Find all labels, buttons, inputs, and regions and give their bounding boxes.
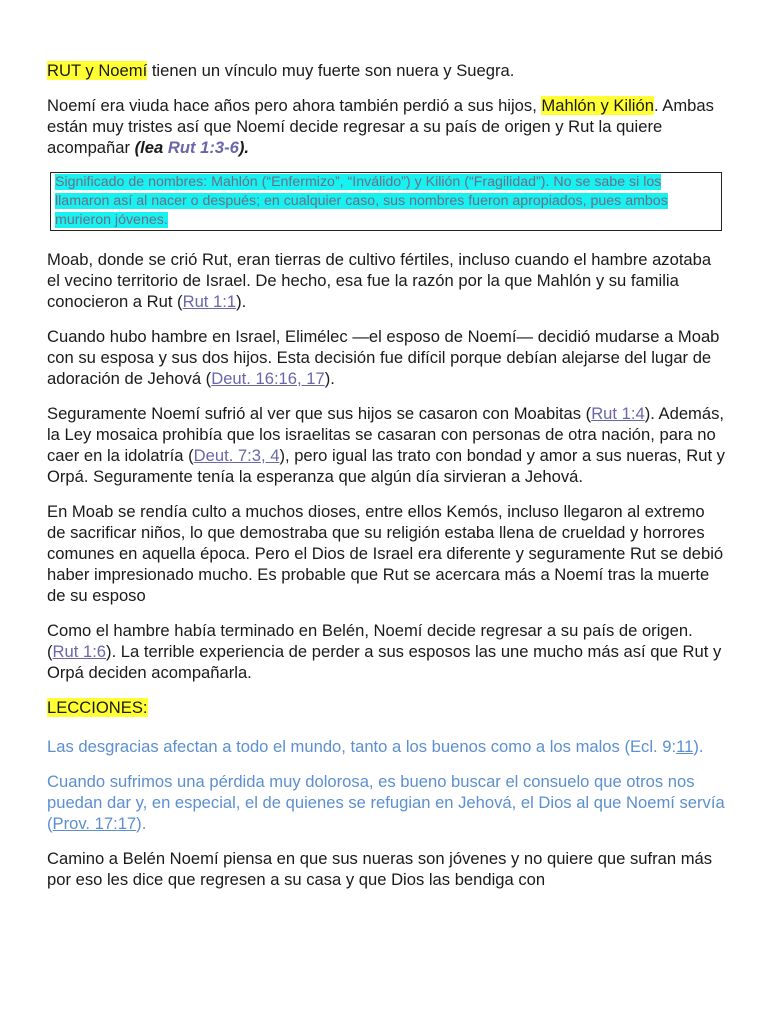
lesson-2 — [47, 771, 727, 834]
link-rut-1-6[interactable]: Rut 1:6 — [52, 642, 107, 661]
paragraph-moab-text-b: ). — [236, 292, 247, 311]
paragraph-gods: En Moab se rendía culto a muchos dioses, entre ellos Kemós, incluso llegaron al extremo de sacrificar niños, lo que demostraba que su religión estaba llena de crueldad y horrores comunes en aquella época. Pero el Dios de Israel era diferente y seguramente Rut se debió haber impresionado mucho. Es probable que Rut se acercara más a Noemí tras la muerte de su esposo — [47, 502, 724, 605]
paragraph-famine-text-a: Cuando hubo hambre en Israel, Elimélec —el esposo de Noemí— decidió mudarse a Moab con su esposa y sus dos hijos. Esta decisión fue difícil porque debían alejarse del lugar de adoración de Jehová ( — [47, 327, 720, 388]
document-page — [47, 60, 727, 904]
paragraph-moab-text-a: Moab, donde se crió Rut, eran tierras de cultivo fértiles, incluso cuando el hambre azotaba el vecino territorio de Israel. De hecho, esa fue la razón por la que Mahlón y su familia conocieron a Rut ( — [47, 250, 712, 311]
names-meaning-box — [50, 172, 722, 231]
paragraph-intro — [47, 60, 727, 81]
paragraph-moabites-text-c: ), pero igual las trato con bondad y amor a sus nueras, Rut y Orpá. Seguramente tenía la esperanza que algún día sirvieran a Jehová. — [47, 446, 725, 486]
lessons-heading-text: LECCIONES: — [47, 698, 148, 717]
paragraph-return-text-b: ). La terrible experiencia de perder a sus esposos las une mucho más así que Rut y Orpá deciden acompañarla. — [47, 642, 722, 682]
lesson-1 — [47, 736, 727, 757]
link-ecl-9-11[interactable]: 11 — [676, 737, 694, 756]
paragraph-intro-text: tienen un vínculo muy fuerte son nuera y Suegra. — [147, 61, 515, 80]
lesson-1-text-b: ). — [693, 737, 704, 756]
link-rut-1-1[interactable]: Rut 1:1 — [182, 292, 237, 311]
paragraph-widow-text-b: . Ambas están muy tristes así que Noemí decide regresar a su país de origen y Rut la quiere acompañar — [47, 96, 714, 157]
scripture-reference — [135, 138, 249, 157]
paragraph-moabites-text-a: Seguramente Noemí sufrió al ver que sus hijos se casaron con Moabitas ( — [47, 404, 592, 423]
paragraph-return-text-a: Como el hambre había terminado en Belén, Noemí decide regresar a su país de origen. ( — [47, 621, 693, 661]
paragraph-famine — [47, 326, 727, 389]
highlight-rut-noemi: RUT y Noemí — [47, 61, 148, 80]
lessons-heading — [47, 697, 727, 718]
names-meaning-text: Significado de nombres: Mahlón (“Enfermizo”, “Inválido”) y Kilión (“Fragilidad”). No se sabe si los llamaron así al nacer o después; en cualquier caso, sus nombres fueron apropiados, pues ambos murieron jóvenes. — [55, 174, 668, 228]
link-deut-7-3[interactable]: Deut. 7:3, 4 — [193, 446, 280, 465]
paragraph-moabites — [47, 403, 727, 487]
link-rut-1-3-6[interactable]: Rut 1:3-6 — [167, 138, 239, 157]
reference-close: ). — [238, 138, 249, 157]
link-prov-17-17[interactable]: Prov. 17:17 — [52, 814, 137, 833]
paragraph-widow — [47, 95, 727, 158]
highlight-mahlon-kilion: Mahlón y Kilión — [541, 96, 654, 115]
reference-open: (lea — [134, 138, 168, 157]
link-deut-16-16[interactable]: Deut. 16:16, 17 — [211, 369, 325, 388]
paragraph-famine-text-b: ). — [324, 369, 335, 388]
link-rut-1-4[interactable]: Rut 1:4 — [591, 404, 645, 423]
lesson-1-text-a: Las desgracias afectan a todo el mundo, tanto a los buenos como a los malos (Ecl. 9: — [47, 737, 677, 756]
paragraph-moab — [47, 249, 727, 312]
lesson-2-text-a: Cuando sufrimos una pérdida muy dolorosa, es bueno buscar el consuelo que otros nos puedan dar y, en especial, el de quienes se refugian en Jehová, el Dios al que Noemí servía ( — [47, 772, 725, 833]
paragraph-moabites-text-b: ). Además, la Ley mosaica prohibía que los israelitas se casaran con personas de otra nación, para no caer en la idolatría ( — [47, 404, 725, 465]
paragraph-bethlehem: Camino a Belén Noemí piensa en que sus nueras son jóvenes y no quiere que sufran más por eso les dice que regresen a su casa y que Dios las bendiga con — [47, 849, 713, 889]
lesson-2-text-b: ). — [136, 814, 147, 833]
paragraph-return — [47, 620, 727, 683]
paragraph-widow-text-a: Noemí era viuda hace años pero ahora también perdió a sus hijos, — [47, 96, 542, 115]
